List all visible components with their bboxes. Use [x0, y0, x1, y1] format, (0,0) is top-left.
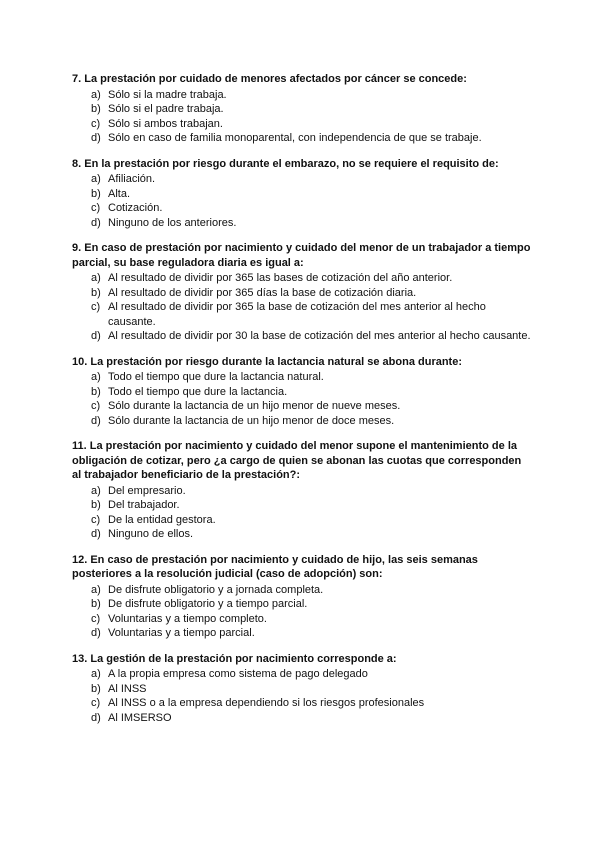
- option-b: [72, 102, 532, 117]
- question-text: 11. La prestación por nacimiento y cuidado del menor supone el mantenimiento de la obligación de cotizar, pero ¿a cargo de quien se abonan las cuotas que corresponden al trabajador beneficiario de la prestación?:: [72, 440, 522, 481]
- option-text: Del trabajador.: [108, 499, 180, 511]
- option-letter: b): [91, 187, 101, 200]
- option-text: Al INSS o a la empresa dependiendo si los riesgos profesionales: [108, 697, 425, 709]
- option-list: [72, 271, 532, 344]
- option-letter: c): [91, 513, 101, 526]
- option-letter: a): [91, 272, 101, 284]
- option-text: Al resultado de dividir por 30 la base de cotización del mes anterior al hecho causante.: [108, 330, 531, 342]
- option-text: Ninguno de ellos.: [108, 528, 194, 540]
- option-text: Sólo si la madre trabaja.: [108, 88, 227, 101]
- option-list: [72, 667, 532, 725]
- option-letter: b): [91, 286, 101, 299]
- option-letter: d): [91, 711, 101, 724]
- option-d: [72, 414, 532, 429]
- option-letter: a): [91, 668, 101, 680]
- option-d: [72, 131, 532, 146]
- option-letter: c): [91, 301, 101, 313]
- option-letter: d): [91, 528, 101, 540]
- option-c: [72, 201, 532, 216]
- option-letter: c): [91, 117, 101, 130]
- question-7: [72, 72, 532, 146]
- question-text: 10. La prestación por riesgo durante la lactancia natural se abona durante:: [72, 355, 463, 368]
- option-letter: d): [91, 627, 101, 639]
- question-11: [72, 439, 532, 542]
- option-letter: c): [91, 400, 101, 412]
- option-text: Todo el tiempo que dure la lactancia.: [108, 385, 288, 398]
- option-a: [72, 271, 532, 286]
- option-d: [72, 527, 532, 542]
- option-text: Sólo si el padre trabaja.: [108, 103, 224, 115]
- question-text: 12. En caso de prestación por nacimiento y cuidado de hijo, las seis semanas posteriores a la resolución judicial (caso de adopción) son:: [72, 553, 478, 580]
- option-d: [72, 329, 532, 344]
- option-text: Sólo si ambos trabajan.: [108, 117, 223, 130]
- option-c: [72, 117, 532, 132]
- option-b: [72, 597, 532, 612]
- question-text: 8. En la prestación por riesgo durante el embarazo, no se requiere el requisito de:: [72, 157, 499, 170]
- option-a: [72, 484, 532, 499]
- option-text: Al IMSERSO: [108, 711, 172, 724]
- option-letter: d): [91, 216, 101, 229]
- option-a: [72, 172, 532, 187]
- option-text: Al resultado de dividir por 365 días la base de cotización diaria.: [108, 286, 417, 299]
- option-letter: b): [91, 103, 101, 115]
- option-text: Cotización.: [108, 202, 163, 214]
- option-a: [72, 583, 532, 598]
- option-d: [72, 626, 532, 641]
- option-text: Voluntarias y a tiempo parcial.: [108, 627, 255, 639]
- option-d: [72, 711, 532, 726]
- option-letter: c): [91, 202, 101, 214]
- question-text: 9. En caso de prestación por nacimiento y cuidado del menor de un trabajador a tiempo parcial, su base reguladora diaria es igual a:: [72, 242, 531, 269]
- question-text: 13. La gestión de la prestación por nacimiento corresponde a:: [72, 652, 397, 665]
- question-12: [72, 553, 532, 641]
- option-letter: d): [91, 132, 101, 144]
- option-letter: c): [91, 612, 101, 625]
- option-letter: b): [91, 682, 101, 695]
- option-letter: b): [91, 385, 101, 398]
- option-letter: a): [91, 88, 101, 101]
- option-a: [72, 667, 532, 682]
- option-letter: d): [91, 414, 101, 427]
- option-text: Sólo durante la lactancia de un hijo menor de doce meses.: [108, 414, 395, 427]
- option-text: Voluntarias y a tiempo completo.: [108, 612, 267, 625]
- option-text: Todo el tiempo que dure la lactancia natural.: [108, 371, 324, 383]
- option-c: [72, 300, 532, 329]
- option-c: [72, 696, 532, 711]
- option-c: [72, 513, 532, 528]
- option-b: [72, 682, 532, 697]
- option-b: [72, 385, 532, 400]
- option-text: Sólo en caso de familia monoparental, con independencia de que se trabaje.: [108, 132, 482, 144]
- option-text: De la entidad gestora.: [108, 513, 216, 526]
- option-text: De disfrute obligatorio y a tiempo parcial.: [108, 598, 308, 610]
- option-text: Afiliación.: [108, 173, 156, 185]
- question-9: [72, 241, 532, 344]
- question-8: [72, 157, 532, 231]
- option-text: Alta.: [108, 187, 131, 200]
- option-list: [72, 484, 532, 542]
- option-letter: c): [91, 697, 101, 709]
- question-10: [72, 355, 532, 429]
- option-letter: a): [91, 371, 101, 383]
- option-c: [72, 399, 532, 414]
- option-text: A la propia empresa como sistema de pago delegado: [108, 668, 368, 680]
- option-c: [72, 612, 532, 627]
- option-letter: a): [91, 173, 101, 185]
- option-letter: b): [91, 499, 101, 511]
- option-b: [72, 187, 532, 202]
- option-b: [72, 286, 532, 301]
- option-b: [72, 498, 532, 513]
- option-a: [72, 370, 532, 385]
- option-list: [72, 370, 532, 428]
- option-list: [72, 172, 532, 230]
- option-text: Al resultado de dividir por 365 la base de cotización del mes anterior al hecho causante.: [108, 301, 486, 328]
- question-13: [72, 652, 532, 726]
- option-text: Ninguno de los anteriores.: [108, 216, 237, 229]
- option-list: [72, 88, 532, 146]
- option-d: [72, 216, 532, 231]
- option-letter: a): [91, 583, 101, 596]
- question-text: 7. La prestación por cuidado de menores afectados por cáncer se concede:: [72, 73, 467, 85]
- option-letter: d): [91, 330, 101, 342]
- option-letter: b): [91, 598, 101, 610]
- document-page: [72, 72, 532, 736]
- option-text: Al resultado de dividir por 365 las bases de cotización del año anterior.: [108, 272, 453, 284]
- option-list: [72, 583, 532, 641]
- option-text: Del empresario.: [108, 484, 186, 497]
- option-text: Sólo durante la lactancia de un hijo menor de nueve meses.: [108, 400, 401, 412]
- option-letter: a): [91, 484, 101, 497]
- option-text: De disfrute obligatorio y a jornada completa.: [108, 583, 324, 596]
- option-a: [72, 88, 532, 103]
- option-text: Al INSS: [108, 682, 147, 695]
